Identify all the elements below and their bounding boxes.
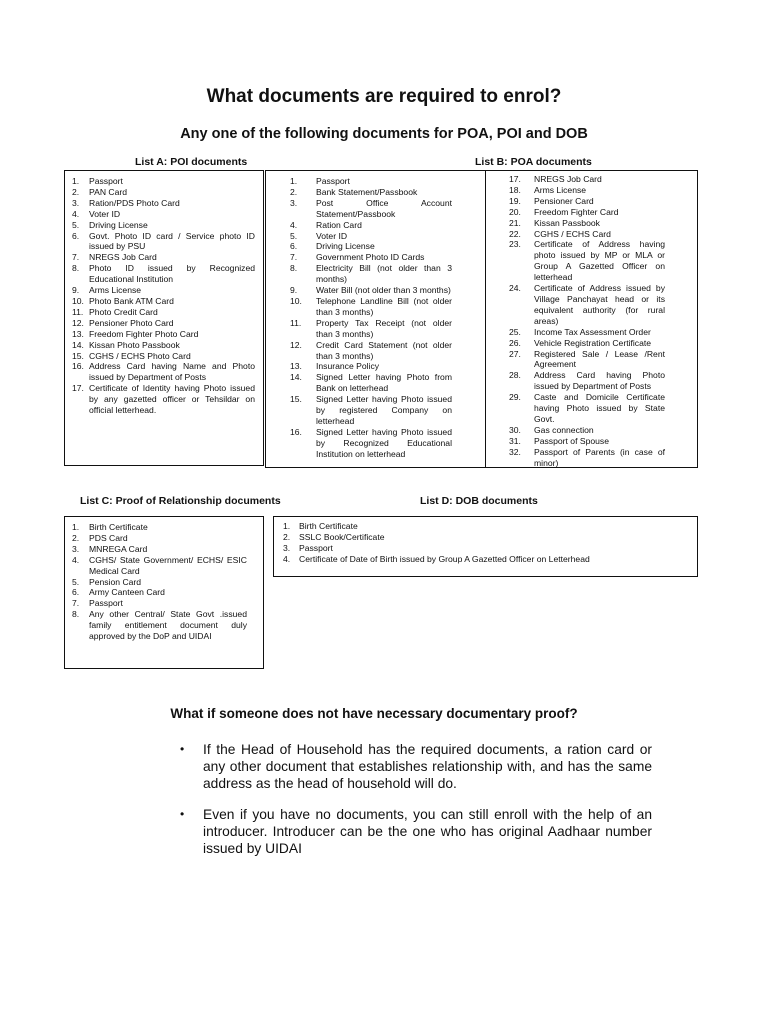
document-list-item — [72, 198, 255, 209]
item-text: Post Office Account Statement/Passbook — [316, 197, 452, 219]
document-list-item — [72, 577, 247, 588]
document-list-item — [290, 231, 452, 242]
item-number: 28. — [509, 370, 521, 381]
item-number: 3. — [290, 197, 298, 208]
document-list-item — [509, 447, 665, 469]
document-list-item — [509, 239, 665, 283]
list-a-box — [64, 170, 264, 466]
item-number: 2. — [72, 532, 80, 543]
item-number: 6. — [290, 241, 298, 252]
document-list-item — [72, 231, 255, 253]
list-b-box — [265, 170, 698, 468]
document-list-item — [72, 329, 255, 340]
item-number: 30. — [509, 424, 521, 435]
document-list-item — [509, 349, 665, 371]
item-number: 2. — [290, 186, 298, 197]
list-b-right-column — [509, 174, 665, 468]
item-number: 6. — [72, 230, 80, 241]
document-list-item — [509, 425, 665, 436]
list-c-box — [64, 516, 264, 669]
list-b-heading: List B: POA documents — [475, 156, 592, 168]
document-list-item — [509, 174, 665, 185]
document-list-item — [290, 176, 452, 187]
bullet-item — [180, 806, 652, 857]
item-text: Passport of Spouse — [534, 435, 610, 446]
item-text: CGHS / ECHS Photo Card — [89, 350, 191, 361]
item-number: 11. — [72, 306, 84, 317]
document-list-item — [509, 338, 665, 349]
item-text: CGHS/ State Government/ ECHS/ ESIC Medical Card — [89, 554, 247, 576]
item-number: 9. — [290, 285, 298, 296]
item-number: 14. — [72, 339, 84, 350]
document-list-item — [283, 554, 687, 565]
document-list-item — [509, 436, 665, 447]
item-text: Passport — [89, 598, 123, 609]
list-b-left-items — [290, 176, 452, 460]
item-text: Photo Bank ATM Card — [89, 295, 174, 306]
item-number: 5. — [290, 230, 298, 241]
document-list-item — [509, 185, 665, 196]
item-text: Caste and Domicile Certificate having Photo issued by State Govt. — [534, 392, 665, 424]
item-text: Pension Card — [89, 576, 142, 587]
item-text: Kissan Photo Passbook — [89, 339, 180, 350]
item-text: Kissan Passbook — [534, 217, 600, 228]
document-list-item — [290, 241, 452, 252]
document-list-item — [509, 196, 665, 207]
item-number: 20. — [509, 206, 521, 217]
no-documents-question: What if someone does not have necessary documentary proof? — [170, 706, 578, 721]
item-text: Certificate of Date of Birth issued by Group A Gazetted Officer on Letterhead — [299, 553, 590, 564]
item-text: SSLC Book/Certificate — [299, 531, 385, 542]
item-text: Government Photo ID Cards — [316, 252, 425, 263]
item-number: 15. — [290, 394, 302, 405]
item-number: 7. — [72, 598, 80, 609]
document-list-item — [509, 218, 665, 229]
document-list-item — [72, 609, 247, 642]
item-text: Govt. Photo ID card / Service photo ID issued by PSU — [89, 230, 255, 252]
item-number: 16. — [72, 361, 84, 372]
item-number: 11. — [290, 317, 302, 328]
document-list-item — [72, 533, 247, 544]
item-text: Vehicle Registration Certificate — [534, 337, 652, 348]
item-number: 1. — [72, 522, 80, 532]
document-list-item — [290, 263, 452, 285]
document-list-item — [290, 340, 452, 362]
item-number: 21. — [509, 217, 521, 228]
item-text: Photo Credit Card — [89, 306, 158, 317]
item-number: 4. — [283, 553, 291, 564]
item-text: Address Card having Name and Photo issued by Department of Posts — [89, 361, 255, 383]
document-list-item — [72, 263, 255, 285]
document-list-item — [290, 252, 452, 263]
item-number: 17. — [509, 174, 521, 184]
item-text: Freedom Fighter Card — [534, 206, 619, 217]
item-text: Driving License — [316, 241, 375, 252]
list-b-left-column — [290, 176, 452, 460]
item-number: 4. — [72, 554, 80, 565]
document-list-item — [72, 209, 255, 220]
document-list-item — [290, 187, 452, 198]
item-text: Electricity Bill (not older than 3 months) — [316, 263, 452, 285]
document-list-item — [509, 283, 665, 327]
item-number: 8. — [72, 263, 80, 274]
item-number: 12. — [72, 317, 84, 328]
document-list-item — [283, 532, 687, 543]
page-title: What documents are required to enrol? — [206, 86, 562, 107]
item-number: 1. — [72, 176, 80, 186]
document-list-item — [72, 598, 247, 609]
document-list-item — [72, 285, 255, 296]
document-list-item — [72, 296, 255, 307]
item-text: Signed Letter having Photo issued by registered Company on letterhead — [316, 394, 452, 426]
item-text: Signed Letter having Photo from Bank on letterhead — [316, 372, 452, 394]
item-number: 17. — [72, 383, 84, 394]
document-list-item — [290, 220, 452, 231]
list-a-items — [72, 176, 255, 416]
item-text: Pensioner Card — [534, 195, 594, 206]
bullet-text: If the Head of Household has the required documents, a ration card or any other document that establishes relationship with, and has the same address as the head of household will do. — [203, 742, 652, 791]
list-b-divider — [485, 170, 486, 468]
item-number: 1. — [290, 176, 298, 186]
document-list-item — [290, 285, 452, 296]
bullet-icon: • — [180, 807, 185, 821]
item-number: 26. — [509, 337, 521, 348]
document-list-item — [72, 383, 255, 416]
item-text: Ration Card — [316, 219, 362, 230]
item-text: Pensioner Photo Card — [89, 317, 174, 328]
document-list-item — [72, 555, 247, 577]
list-b-right-items — [509, 174, 665, 468]
item-text: NREGS Job Card — [89, 252, 157, 263]
item-text: Address Card having Photo issued by Department of Posts — [534, 370, 665, 392]
item-text: MNREGA Card — [89, 543, 148, 554]
item-number: 10. — [290, 295, 302, 306]
document-list-item — [290, 318, 452, 340]
list-d-box — [273, 516, 698, 577]
item-number: 14. — [290, 372, 302, 383]
item-text: Army Canteen Card — [89, 587, 165, 598]
item-number: 10. — [72, 295, 84, 306]
document-list-item — [72, 522, 247, 533]
item-number: 7. — [290, 252, 298, 263]
document-list-item — [290, 394, 452, 427]
item-number: 15. — [72, 350, 84, 361]
item-text: Birth Certificate — [89, 522, 148, 532]
item-number: 31. — [509, 435, 521, 446]
item-text: Any other Central/ State Govt .issued family entitlement document duly approved by the DoP and UIDAI — [89, 609, 247, 642]
item-text: PDS Card — [89, 532, 128, 543]
item-number: 19. — [509, 195, 521, 206]
item-number: 22. — [509, 228, 521, 239]
item-text: Driving License — [89, 219, 148, 230]
item-text: Birth Certificate — [299, 521, 358, 531]
item-number: 7. — [72, 252, 80, 263]
list-c-items — [72, 522, 247, 642]
item-number: 3. — [283, 542, 291, 553]
document-list-item — [72, 307, 255, 318]
item-text: Gas connection — [534, 424, 594, 435]
document-list-item — [290, 361, 452, 372]
item-text: PAN Card — [89, 186, 128, 197]
item-number: 24. — [509, 283, 521, 294]
item-number: 9. — [72, 285, 80, 296]
document-list-item — [72, 176, 255, 187]
document-list-item — [290, 198, 452, 220]
item-text: Arms License — [534, 184, 587, 195]
item-text: Bank Statement/Passbook — [316, 186, 418, 197]
item-text: NREGS Job Card — [534, 174, 602, 184]
item-number: 2. — [283, 531, 291, 542]
item-text: Passport — [316, 176, 350, 186]
item-number: 12. — [290, 339, 302, 350]
document-list-item — [72, 252, 255, 263]
item-text: Certificate of Address issued by Village Panchayat head or its equivalent authority (for rural areas) — [534, 283, 665, 326]
document-list-item — [72, 318, 255, 329]
item-number: 27. — [509, 348, 521, 359]
document-list-item — [72, 220, 255, 231]
item-number: 16. — [290, 426, 302, 437]
document-list-item — [509, 229, 665, 240]
list-d-items — [283, 521, 687, 565]
item-number: 4. — [290, 219, 298, 230]
item-number: 23. — [509, 239, 521, 250]
item-text: Water Bill (not older than 3 months) — [316, 285, 451, 296]
item-text: Certificate of Identity having Photo issued by any gazetted officer or Tehsildar on official letterhead. — [89, 383, 255, 416]
item-number: 5. — [72, 576, 80, 587]
item-number: 1. — [283, 521, 291, 531]
item-number: 29. — [509, 392, 521, 403]
item-text: Voter ID — [89, 208, 121, 219]
document-list-item — [72, 361, 255, 383]
item-text: Photo ID issued by Recognized Educational Institution — [89, 263, 255, 285]
item-number: 5. — [72, 219, 80, 230]
document-list-item — [509, 392, 665, 425]
list-d-heading: List D: DOB documents — [420, 495, 538, 507]
item-text: Certificate of Address having photo issued by MP or MLA or Group A Gazetted Officer on letterhead — [534, 239, 665, 283]
document-list-item — [290, 427, 452, 460]
item-text: Freedom Fighter Photo Card — [89, 328, 199, 339]
document-list-item — [72, 340, 255, 351]
document-list-item — [283, 543, 687, 554]
item-number: 6. — [72, 587, 80, 598]
item-text: Signed Letter having Photo issued by Recognized Educational Institution on letterhead — [316, 426, 452, 459]
item-number: 8. — [290, 263, 298, 274]
bullet-item — [180, 741, 652, 792]
item-text: Insurance Policy — [316, 361, 380, 372]
document-list-item — [290, 296, 452, 318]
item-text: Ration/PDS Photo Card — [89, 197, 180, 208]
item-text: Income Tax Assessment Order — [534, 326, 651, 337]
document-list-item — [72, 544, 247, 555]
item-number: 8. — [72, 609, 80, 620]
item-number: 4. — [72, 208, 80, 219]
document-list-item — [509, 207, 665, 218]
document-list-item — [509, 370, 665, 392]
item-number: 2. — [72, 186, 80, 197]
item-text: Passport — [299, 542, 333, 553]
item-text: CGHS / ECHS Card — [534, 228, 611, 239]
item-text: Arms License — [89, 285, 142, 296]
document-list-item — [283, 521, 687, 532]
item-number: 13. — [72, 328, 84, 339]
item-text: Passport of Parents (in case of minor) — [534, 446, 665, 468]
item-number: 25. — [509, 326, 521, 337]
document-list-item — [509, 327, 665, 338]
list-a-heading: List A: POI documents — [135, 156, 248, 168]
item-text: Passport — [89, 176, 123, 186]
item-number: 32. — [509, 446, 521, 457]
document-list-item — [290, 372, 452, 394]
item-number: 3. — [72, 197, 80, 208]
item-number: 3. — [72, 543, 80, 554]
list-c-heading: List C: Proof of Relationship documents — [80, 495, 281, 507]
document-list-item — [72, 187, 255, 198]
bullet-text: Even if you have no documents, you can still enroll with the help of an introducer. Introducer can be the one who has original Aadhaar number issued by UIDAI — [203, 807, 652, 856]
document-list-item — [72, 351, 255, 362]
item-number: 13. — [290, 361, 302, 372]
page-subtitle: Any one of the following documents for POA, POI and DOB — [180, 126, 588, 142]
item-number: 18. — [509, 184, 521, 195]
item-text: Voter ID — [316, 230, 348, 241]
document-list-item — [72, 587, 247, 598]
item-text: Credit Card Statement (not older than 3 months) — [316, 339, 452, 361]
bullet-icon: • — [180, 742, 185, 756]
item-text: Property Tax Receipt (not older than 3 months) — [316, 317, 452, 339]
item-text: Telephone Landline Bill (not older than 3 months) — [316, 295, 452, 317]
item-text: Registered Sale / Lease /Rent Agreement — [534, 348, 665, 370]
